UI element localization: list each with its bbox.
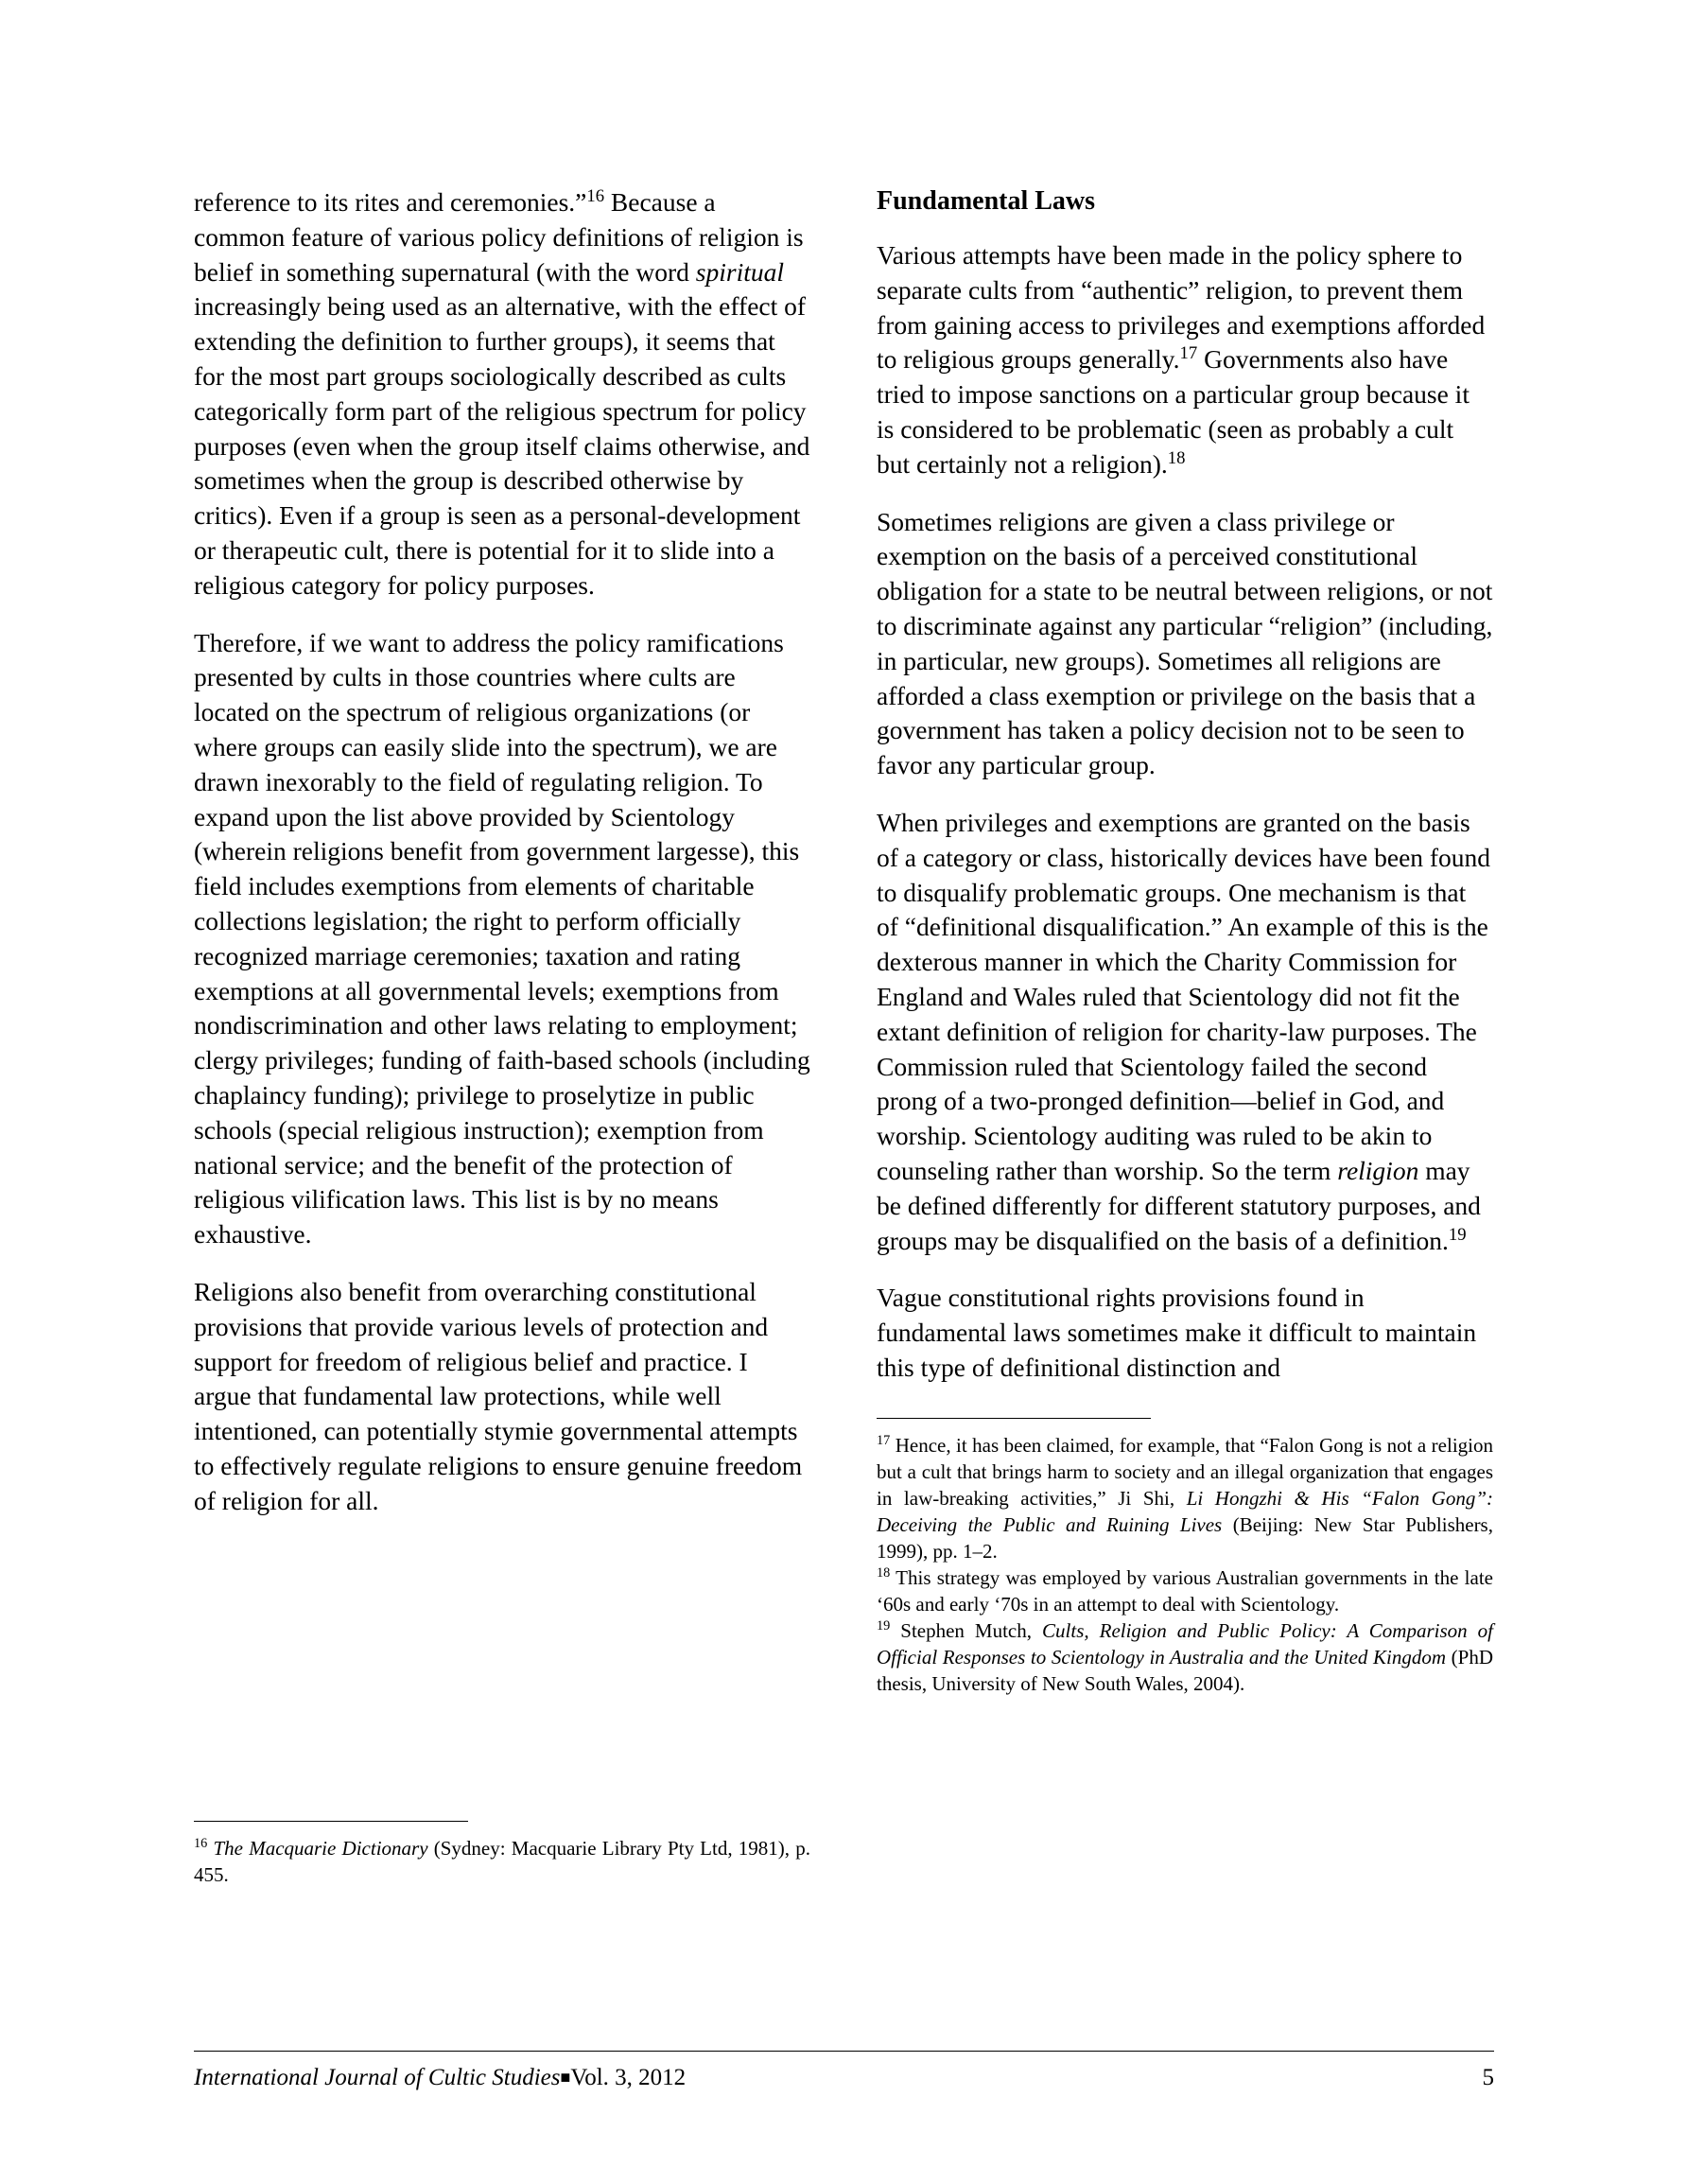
body-paragraph: Therefore, if we want to address the policy ramifications presented by cults in those countries where cults are located on the spectrum of religious organizations (or where groups can easily slide into the spectrum), we are drawn inexorably to the field of regulating religion. To expand upon the list above provided by Scientology (wherein religions benefit from government largesse), this field includes exemptions from elements of charitable collections legislation; the right to perform officially recognized marriage ceremonies; taxation and rating exemptions at all governmental levels; exemptions from nondiscrimination and other laws relating to employment; clergy privileges; funding of faith-based schools (including chaplaincy funding); privilege to proselytize in public schools (special religious instruction); exemption from national service; and the benefit of the protection of religious vilification laws. This list is by no means exhaustive. [194, 627, 810, 1249]
left-column [194, 185, 810, 1888]
footer-journal-title: International Journal of Cultic Studies [194, 2065, 561, 2090]
footnote-marker: 16 [586, 185, 605, 206]
left-footnotes-block [194, 1821, 810, 1888]
footer-citation [194, 2065, 686, 2091]
left-footnotes [194, 1835, 810, 1888]
body-paragraph: Various attempts have been made in the policy sphere to separate cults from “authentic” religion, to prevent them from gaining access to privileges and exemptions afforded to religious groups generally.$^{17}$ Governments also have tried to impose sanctions on a particular group because it is considered to be problematic (seen as probably a cult but certainly not a religion).$^{18}$ [877, 240, 1486, 479]
footnote-entry: $^{18}$ This strategy was employed by various Australian governments in the late ‘60s and early ‘70s in an attempt to deal with Scientology. [877, 1564, 1493, 1616]
right-footnotes [877, 1432, 1493, 1697]
body-paragraph: Sometimes religions are given a class privilege or exemption on the basis of a perceived constitutional obligation for a state to be neutral between religions, or not to discriminate against any particular “religion” (including, in particular, new groups). Sometimes all religions are afforded a class exemption or privilege on the basis that a government has taken a policy decision not to be seen to favor any particular group. [877, 506, 1493, 780]
page-content [194, 185, 1494, 1888]
footnote-entry: $^{16}$ The Macquarie Dictionary (Sydney: Macquarie Library Pty Ltd, 1981), p. 455. [194, 1836, 811, 1886]
right-footnotes-block [877, 1418, 1493, 1697]
right-column-body [877, 238, 1493, 1386]
footnote-marker: 16 [194, 1836, 208, 1851]
footer-volume: Vol. 3, 2012 [570, 2065, 687, 2090]
footnote-marker: 18 [877, 1564, 891, 1581]
body-paragraph: Vague constitutional rights provisions found in fundamental laws sometimes make it difficult to maintain this type of definitional distinction and [877, 1283, 1477, 1382]
italic-text: Li Hongzhi & His “Falon Gong”: Deceiving the Public and Ruining Lives [877, 1486, 1493, 1536]
italic-text: spiritual [695, 256, 784, 287]
footer-square-icon: ■ [560, 2068, 571, 2087]
footnote-entry: $^{17}$ Hence, it has been claimed, for example, that “Falon Gong is not a religion but a cult that brings harm to society and an illegal organization that engages in law-breaking activities,” Ji Shi, Li Hongzhi & His “Falon Gong”: Deceiving the Public and Ruining Lives (Beijing: New Star Publishers, 1999), pp. 1–2. [877, 1432, 1493, 1563]
footnote-marker: 19 [1448, 1224, 1467, 1245]
footnote-marker: 18 [1167, 447, 1186, 468]
italic-text: Cults, Religion and Public Policy: A Comparison of Official Responses to Scientology in Australia and the United Kingdom [877, 1618, 1493, 1669]
footnote-separator-rule [194, 1821, 468, 1822]
body-paragraph: Religions also benefit from overarching constitutional provisions that provide various levels of protection and support for freedom of religious belief and practice. I argue that fundamental law protections, while well intentioned, can potentially stymie governmental attempts to effectively regulate religions to ensure genuine freedom of religion for all. [194, 1276, 803, 1515]
section-heading: Fundamental Laws [877, 186, 1096, 216]
italic-text: religion [1337, 1155, 1419, 1185]
page-footer [194, 2051, 1494, 2091]
footnote-marker: 17 [877, 1432, 891, 1448]
footnote-marker: 19 [877, 1617, 891, 1634]
body-paragraph: reference to its rites and ceremonies.”$^{16}$ Because a common feature of various policy definitions of religion is belief in something supernatural (with the word spiritual increasingly being used as an alternative, with the effect of extending the definition to further groups), it seems that for the most part groups sociologically described as cults categorically form part of the religious spectrum for policy purposes (even when the group itself claims otherwise, and sometimes when the group is described otherwise by critics). Even if a group is seen as a personal-development or therapeutic cult, there is potential for it to slide into a religious category for policy purposes. [194, 185, 810, 600]
footnote-marker: 17 [1179, 343, 1198, 364]
two-column-layout [194, 185, 1494, 1888]
body-paragraph: When privileges and exemptions are granted on the basis of a category or class, historically devices have been found to disqualify problematic groups. One mechanism is that of “definitional disqualification.” An example of this is the dexterous manner in which the Charity Commission for England and Wales ruled that Scientology did not fit the extant definition of religion for charity-law purposes. The Commission ruled that Scientology failed the second prong of a two-pronged definition—belief in God, and worship. Scientology auditing was ruled to be akin to counseling rather than worship. So the term religion may be defined differently for different statutory purposes, and groups may be disqualified on the basis of a definition.$^{19}$ [877, 807, 1491, 1255]
right-column [877, 185, 1493, 1697]
page-number: 5 [1482, 2065, 1494, 2090]
italic-text: The Macquarie Dictionary [213, 1837, 428, 1860]
footnote-entry: $^{19}$ Stephen Mutch, Cults, Religion and Public Policy: A Comparison of Official Responses to Scientology in Australia and the United Kingdom (PhD thesis, University of New South Wales, 2004). [877, 1617, 1493, 1695]
footnote-separator-rule [877, 1418, 1151, 1419]
left-column-body [194, 185, 810, 1518]
